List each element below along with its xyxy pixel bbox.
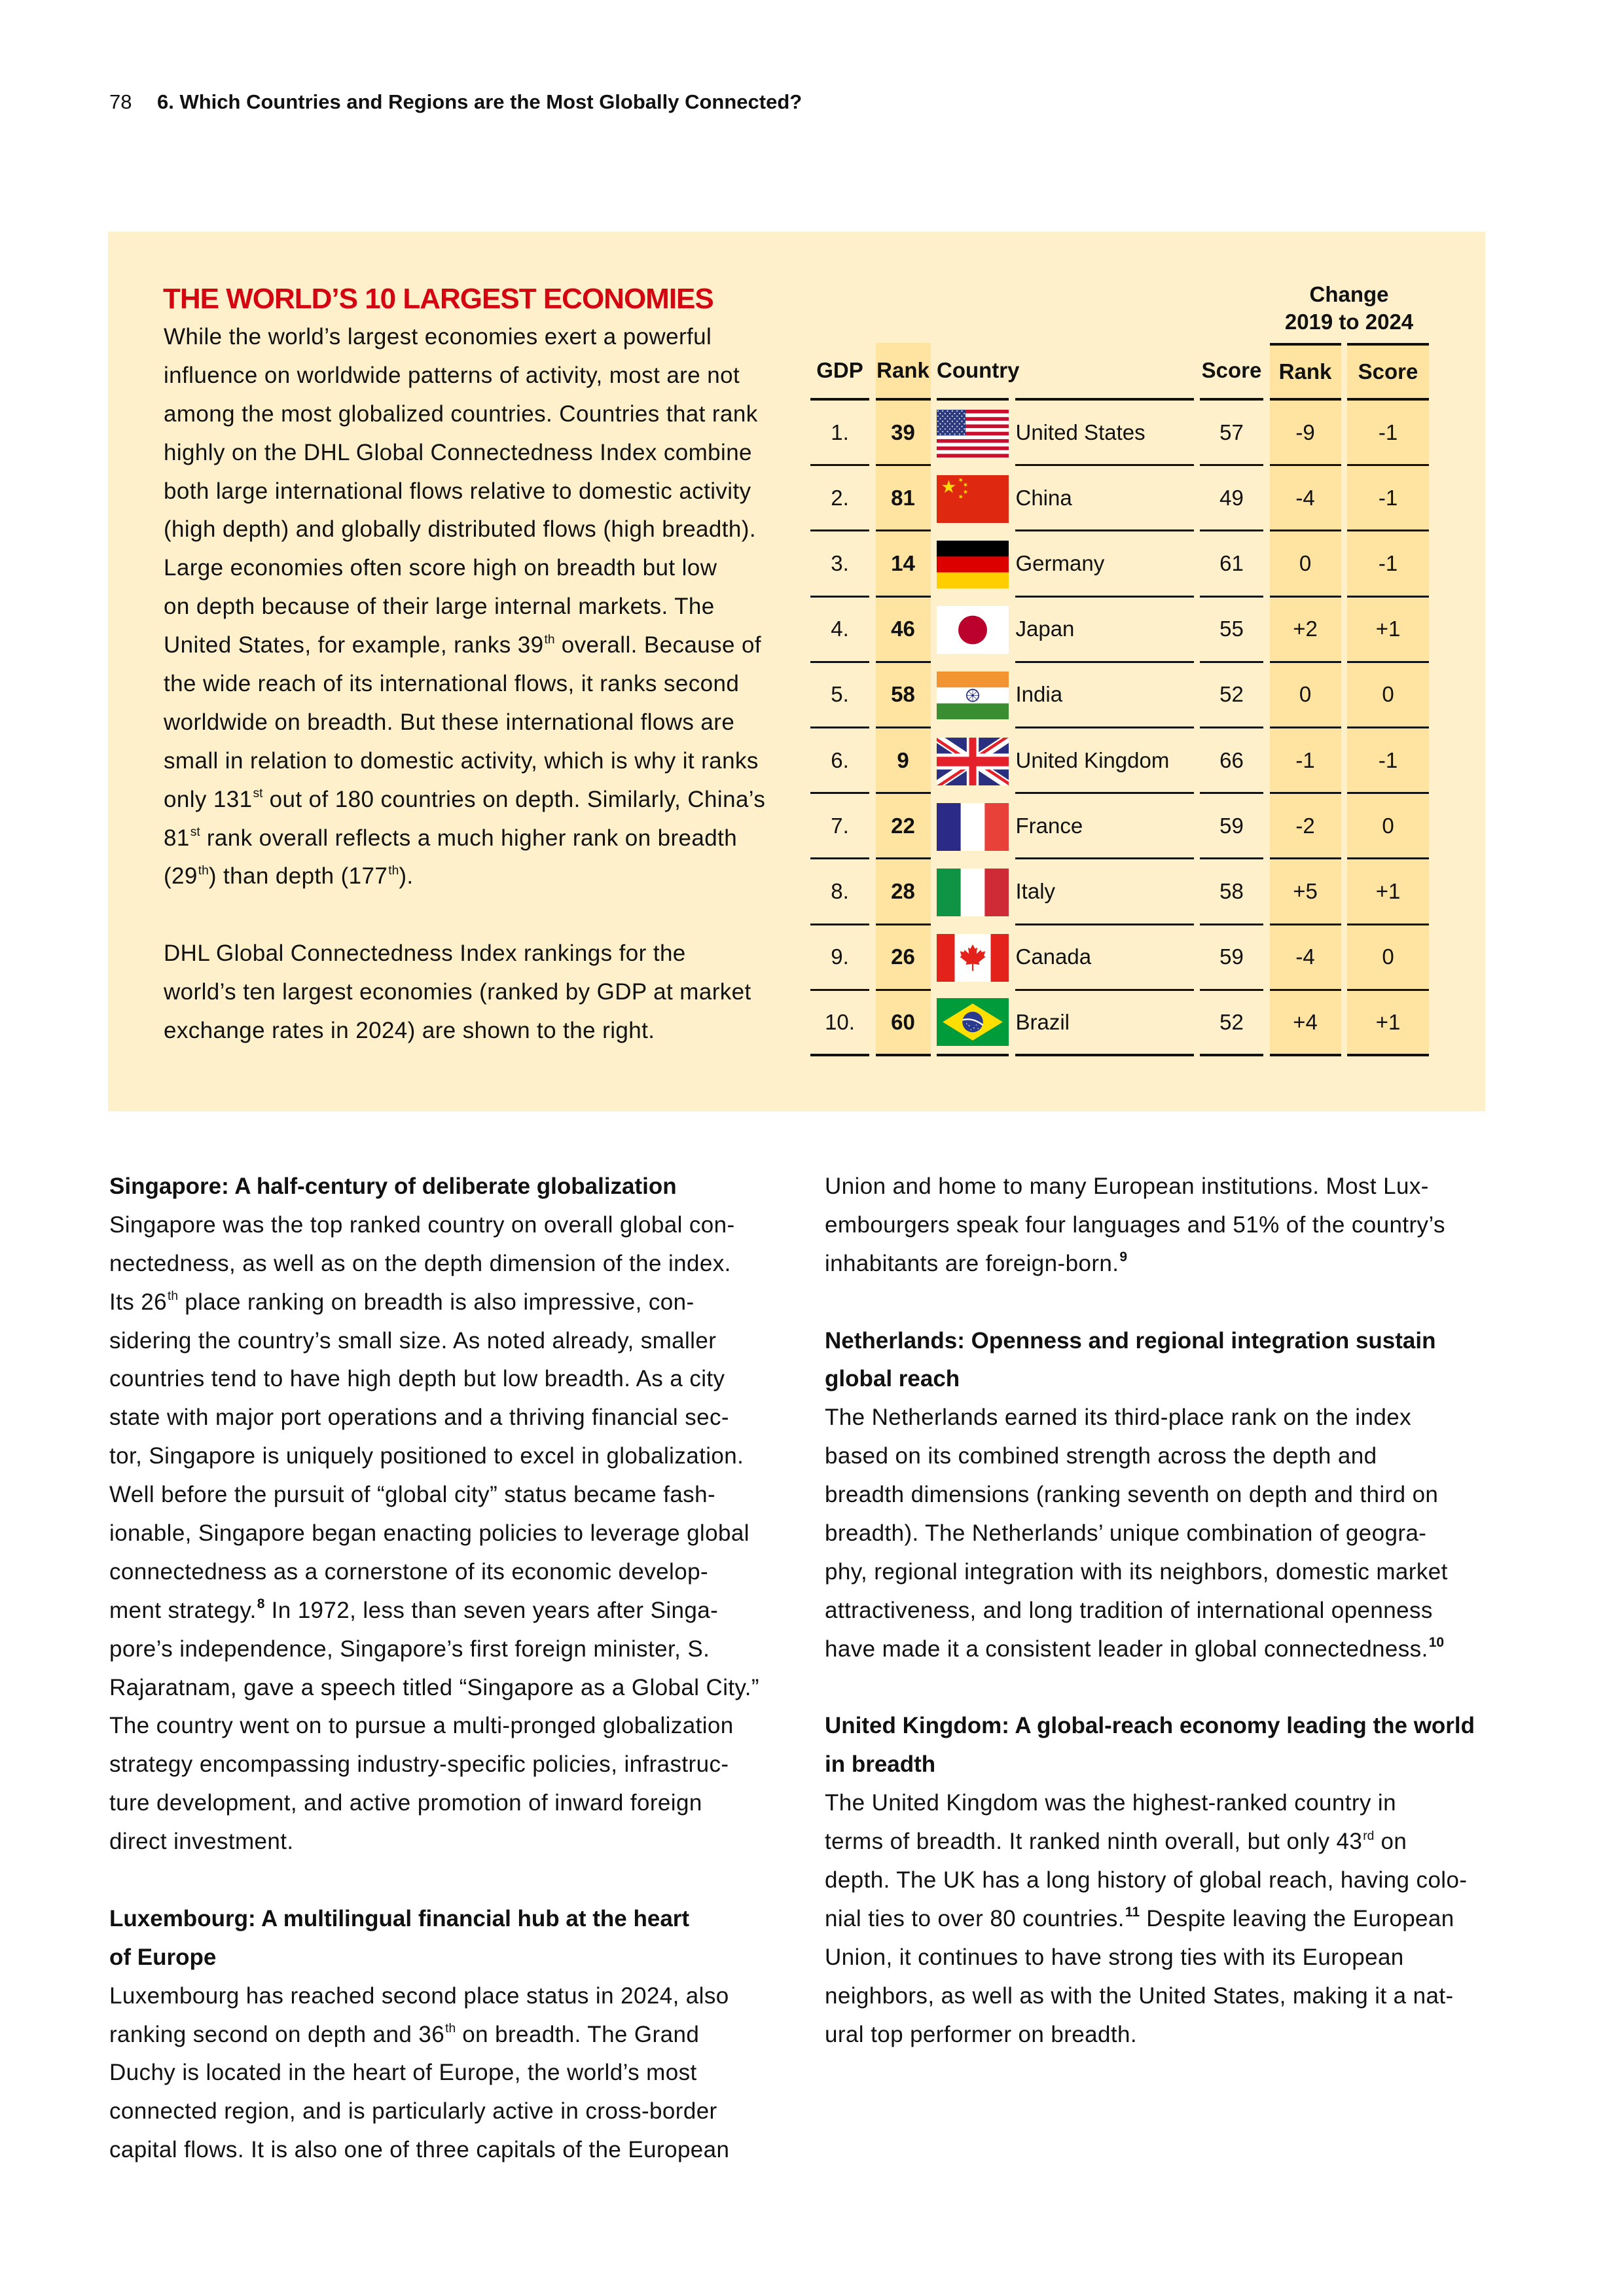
ordinal-superscript: th [544, 632, 555, 647]
text-line: 81st rank overall reflects a much higher rank on breadth [164, 825, 738, 851]
section-heading-line: in breadth [825, 1751, 936, 1778]
change-group-header [1269, 281, 1429, 335]
change-header-label: Change [1309, 282, 1389, 306]
blank-line [825, 1283, 1475, 1322]
score-cell: 59 [1200, 925, 1263, 991]
country-name-cell: Japan [1015, 598, 1194, 663]
column-header-gdp: GDP [810, 343, 869, 401]
blank-line [164, 896, 765, 935]
text-line: The United Kingdom was the highest-ranked country in [825, 1790, 1396, 1816]
score-change-cell: +1 [1347, 991, 1429, 1056]
text-line: Rajaratnam, gave a speech titled “Singapore as a Global City.” [109, 1674, 759, 1700]
table-row [810, 663, 1429, 728]
column-header-change-score: Score [1347, 343, 1429, 401]
text-line: ural top performer on breadth. [825, 2021, 1137, 2047]
score-cell: 66 [1200, 728, 1263, 794]
text-line: Large economies often score high on breadth but low [164, 555, 717, 581]
footnote-marker: 10 [1428, 1635, 1445, 1650]
blank-line [825, 1669, 1475, 1708]
score-change-cell: 0 [1347, 794, 1429, 859]
text-line: The Netherlands earned its third-place rank on the index [825, 1405, 1411, 1431]
flag-cell [937, 925, 1009, 991]
score-change-cell: -1 [1347, 728, 1429, 794]
country-name-cell: Italy [1015, 859, 1194, 925]
index-rank-cell: 58 [876, 663, 931, 728]
text-line: depth. The UK has a long history of global reach, having colo- [825, 1867, 1468, 1893]
text-line: breadth). The Netherlands’ unique combination of geogra- [825, 1520, 1427, 1547]
flag-cell [937, 598, 1009, 663]
gdp-rank-cell: 4. [810, 598, 869, 663]
rank-change-cell: -9 [1270, 401, 1341, 466]
index-rank-cell: 9 [876, 728, 931, 794]
rank-change-cell: +5 [1270, 859, 1341, 925]
country-name-cell: China [1015, 466, 1194, 531]
column-header-rank: Rank [876, 343, 931, 401]
text-line: Union and home to many European institutions. Most Lux- [825, 1174, 1429, 1199]
section-heading-line: United Kingdom: A global-reach economy leading the world [825, 1713, 1475, 1739]
table-row [810, 466, 1429, 531]
running-header [0, 89, 1624, 115]
text-line: worldwide on breadth. But these international flows are [164, 709, 735, 735]
gdp-rank-cell: 6. [810, 728, 869, 794]
gdp-rank-cell: 7. [810, 794, 869, 859]
gdp-rank-cell: 5. [810, 663, 869, 728]
gdp-rank-cell: 8. [810, 859, 869, 925]
table-row [810, 991, 1429, 1056]
column-header-country: Country [937, 343, 1009, 401]
text-line: United States, for example, ranks 39th overall. Because of [164, 632, 761, 658]
rank-change-cell: 0 [1270, 663, 1341, 728]
score-cell: 58 [1200, 859, 1263, 925]
flag-india-icon [937, 672, 1009, 719]
text-line: nial ties to over 80 countries.$^{11}$ Despite leaving the European [825, 1905, 1454, 1931]
table-row [810, 925, 1429, 991]
flag-brazil-icon [937, 998, 1009, 1046]
text-line: only 131st out of 180 countries on depth. Similarly, China’s [164, 786, 766, 812]
score-cell: 61 [1200, 531, 1263, 597]
index-rank-cell: 39 [876, 401, 931, 466]
flag-cell [937, 663, 1009, 728]
text-line: direct investment. [109, 1829, 294, 1855]
footnote-marker: 11 [1125, 1905, 1140, 1920]
score-cell: 52 [1200, 663, 1263, 728]
text-line: Luxembourg has reached second place status in 2024, also [109, 1982, 729, 2009]
country-name-cell: Germany [1015, 531, 1194, 597]
flag-cell [937, 466, 1009, 531]
text-line: DHL Global Connectedness Index rankings for the [164, 941, 686, 967]
callout-body-text [164, 318, 765, 1050]
country-name-cell: Canada [1015, 925, 1194, 991]
score-change-cell: 0 [1347, 925, 1429, 991]
index-rank-cell: 60 [876, 991, 931, 1056]
country-name-cell: India [1015, 663, 1194, 728]
country-name-cell: United States [1015, 401, 1194, 466]
rank-change-cell: -1 [1270, 728, 1341, 794]
text-line: sidering the country’s small size. As noted already, smaller [109, 1327, 717, 1354]
gdp-rank-cell: 10. [810, 991, 869, 1056]
section-heading-line: Luxembourg: A multilingual financial hub at the heart [109, 1905, 690, 1931]
country-name-cell: France [1015, 794, 1194, 859]
text-line: Union, it continues to have strong ties with its European [825, 1944, 1404, 1970]
ordinal-superscript: th [168, 1289, 179, 1304]
text-line: The country went on to pursue a multi-pronged globalization [109, 1713, 734, 1739]
text-line: Its 26th place ranking on breadth is also impressive, con- [109, 1289, 695, 1315]
table-row [810, 728, 1429, 794]
text-line: ranking second on depth and 36th on breadth. The Grand [109, 2021, 700, 2047]
text-line: small in relation to domestic activity, which is why it ranks [164, 747, 759, 774]
text-line: ture development, and active promotion of inward foreign [109, 1790, 702, 1816]
score-change-cell: +1 [1347, 859, 1429, 925]
chapter-title: 6. Which Countries and Regions are the Most Globally Connected? [157, 90, 803, 113]
text-line: nectedness, as well as on the depth dimension of the index. [109, 1250, 731, 1276]
text-line: pore’s independence, Singapore’s first foreign minister, S. [109, 1636, 710, 1662]
change-header-period: 2019 to 2024 [1284, 309, 1414, 334]
flag-france-icon [937, 803, 1009, 851]
flag-cell [937, 728, 1009, 794]
text-line: (high depth) and globally distributed flows (high breadth). [164, 516, 756, 543]
text-line: based on its combined strength across the depth and [825, 1443, 1377, 1469]
ordinal-superscript: st [253, 787, 263, 801]
flag-united-kingdom-icon [937, 738, 1009, 785]
article-right-column [825, 1168, 1475, 2054]
text-line: Singapore was the top ranked country on overall global con- [109, 1211, 735, 1238]
table-row [810, 598, 1429, 663]
flag-cell [937, 531, 1009, 597]
country-name-cell: United Kingdom [1015, 728, 1194, 794]
text-line: countries tend to have high depth but low breadth. As a city [109, 1366, 725, 1392]
text-line: neighbors, as well as with the United States, making it a nat- [825, 1982, 1454, 2009]
flag-germany-icon [937, 541, 1009, 588]
score-change-cell: +1 [1347, 598, 1429, 663]
text-line: the wide reach of its international flows, it ranks second [164, 671, 740, 697]
text-line: attractiveness, and long tradition of international openness [825, 1597, 1433, 1623]
table-row [810, 794, 1429, 859]
gdp-rank-cell: 1. [810, 401, 869, 466]
section-heading-line: Netherlands: Openness and regional integration sustain [825, 1327, 1436, 1354]
index-rank-cell: 46 [876, 598, 931, 663]
text-line: embourgers speak four languages and 51% of the country’s [825, 1211, 1445, 1238]
country-name-cell: Brazil [1015, 991, 1194, 1056]
table-row [810, 531, 1429, 597]
section-heading-line: Singapore: A half-century of deliberate globalization [109, 1174, 677, 1199]
footnote-marker: 8 [257, 1596, 265, 1612]
score-change-cell: -1 [1347, 531, 1429, 597]
text-line: ment strategy.$^8$ In 1972, less than seven years after Singa- [109, 1596, 719, 1623]
text-line: tor, Singapore is uniquely positioned to excel in globalization. [109, 1443, 744, 1469]
text-line: influence on worldwide patterns of activity, most are not [164, 362, 740, 388]
index-rank-cell: 81 [876, 466, 931, 531]
score-change-cell: 0 [1347, 663, 1429, 728]
text-line: terms of breadth. It ranked ninth overall, but only 43rd on [825, 1829, 1407, 1855]
score-cell: 49 [1200, 466, 1263, 531]
rank-change-cell: +4 [1270, 991, 1341, 1056]
text-line: Duchy is located in the heart of Europe, the world’s most [109, 2060, 697, 2086]
score-cell: 57 [1200, 401, 1263, 466]
blank-line [109, 1861, 759, 1900]
text-line: connectedness as a cornerstone of its economic develop- [109, 1558, 709, 1585]
text-line: capital flows. It is also one of three capitals of the European [109, 2137, 730, 2163]
gdp-rank-cell: 3. [810, 531, 869, 597]
section-heading-line: of Europe [109, 1944, 217, 1970]
ordinal-superscript: th [388, 864, 399, 878]
section-heading-line: global reach [825, 1366, 960, 1392]
text-line: ionable, Singapore began enacting policies to leverage global [109, 1520, 749, 1547]
rank-change-cell: -4 [1270, 925, 1341, 991]
flag-cell [937, 794, 1009, 859]
text-line: both large international flows relative to domestic activity [164, 478, 751, 504]
score-cell: 55 [1200, 598, 1263, 663]
flag-cell [937, 401, 1009, 466]
text-line: While the world’s largest economies exert a powerful [164, 324, 712, 350]
text-line: exchange rates in 2024) are shown to the right. [164, 1018, 655, 1044]
flag-canada-icon [937, 934, 1009, 982]
score-change-cell: -1 [1347, 401, 1429, 466]
callout-title: THE WORLD’S 10 LARGEST ECONOMIES [163, 283, 713, 315]
ordinal-superscript: th [445, 2022, 456, 2036]
page-number: 78 [109, 90, 132, 113]
flag-cell [937, 859, 1009, 925]
table-row [810, 859, 1429, 925]
text-line: have made it a consistent leader in global connectedness.$^{10}$ [825, 1635, 1445, 1662]
score-cell: 52 [1200, 991, 1263, 1056]
flag-japan-icon [937, 606, 1009, 654]
text-line: strategy encompassing industry-specific policies, infrastruc- [109, 1751, 729, 1778]
flag-united-states-icon [937, 410, 1009, 457]
text-line: connected region, and is particularly active in cross-border [109, 2098, 717, 2125]
ordinal-superscript: st [190, 825, 200, 840]
text-line: Well before the pursuit of “global city” status became fash- [109, 1482, 716, 1508]
flag-cell [937, 991, 1009, 1056]
text-line: breadth dimensions (ranking seventh on depth and third on [825, 1482, 1439, 1508]
column-header-change-rank: Rank [1270, 343, 1341, 401]
index-rank-cell: 14 [876, 531, 931, 597]
text-line: (29th) than depth (177th). [164, 863, 414, 889]
gdp-rank-cell: 2. [810, 466, 869, 531]
footnote-marker: 9 [1119, 1249, 1128, 1265]
score-cell: 59 [1200, 794, 1263, 859]
rank-change-cell: -4 [1270, 466, 1341, 531]
article-left-column [109, 1168, 759, 2170]
economies-ranking-table [810, 343, 1429, 1056]
text-line: state with major port operations and a thriving financial sec- [109, 1405, 729, 1431]
gdp-rank-cell: 9. [810, 925, 869, 991]
rank-change-cell: -2 [1270, 794, 1341, 859]
text-line: among the most globalized countries. Countries that rank [164, 401, 758, 427]
ordinal-superscript: th [198, 864, 209, 878]
flag-italy-icon [937, 869, 1009, 916]
text-line: highly on the DHL Global Connectedness Index combine [164, 439, 752, 465]
text-line: on depth because of their large internal markets. The [164, 594, 715, 620]
text-line: world’s ten largest economies (ranked by GDP at market [164, 979, 751, 1005]
index-rank-cell: 22 [876, 794, 931, 859]
column-header-score: Score [1200, 343, 1263, 401]
ordinal-superscript: rd [1363, 1829, 1375, 1843]
table-row [810, 401, 1429, 466]
text-line: inhabitants are foreign-born.$^9$ [825, 1249, 1128, 1276]
index-rank-cell: 28 [876, 859, 931, 925]
rank-change-cell: 0 [1270, 531, 1341, 597]
table-header-row [810, 343, 1429, 401]
column-header-country-spacer [1015, 343, 1194, 401]
largest-economies-callout-box [108, 232, 1485, 1111]
text-line: phy, regional integration with its neighbors, domestic market [825, 1558, 1448, 1585]
index-rank-cell: 26 [876, 925, 931, 991]
flag-china-icon [937, 475, 1009, 523]
score-change-cell: -1 [1347, 466, 1429, 531]
rank-change-cell: +2 [1270, 598, 1341, 663]
